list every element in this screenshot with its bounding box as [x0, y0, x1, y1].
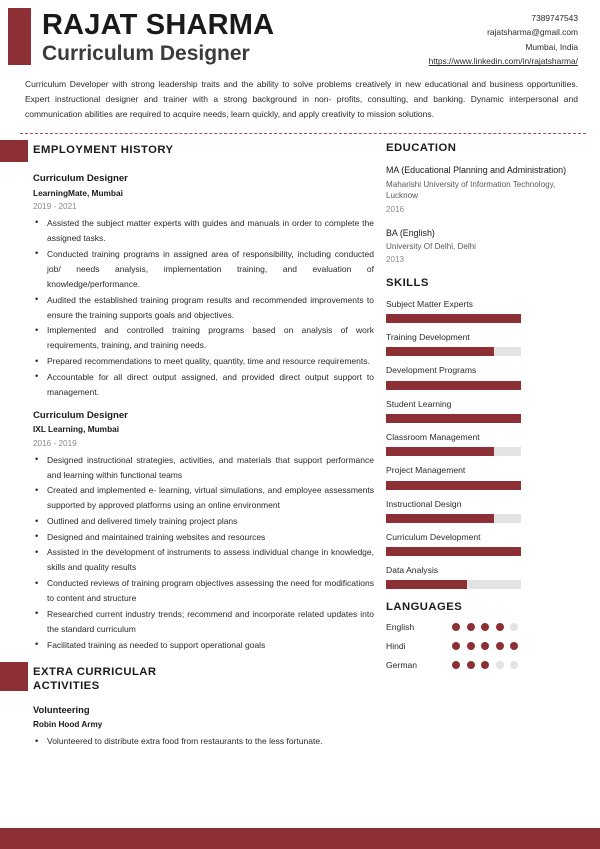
body-columns — [0, 140, 600, 749]
skill-bar-fill — [386, 580, 467, 589]
bullet-item: • Accountable for all direct output assigned, and provided direct output support to management. — [33, 370, 374, 400]
contact-location: Mumbai, India — [525, 41, 578, 52]
employment-entry — [0, 409, 374, 653]
section-heading-skills — [386, 277, 582, 289]
bullet-item: • Assisted in the development of instruments to assess individual change in knowledge, skills and quality results — [33, 545, 374, 575]
bullet-item: • Outlined and delivered timely training project plans — [33, 514, 374, 529]
skill-label: Classroom Management — [386, 431, 480, 442]
education-year: 2016 — [386, 204, 405, 214]
skill-label: Student Learning — [386, 398, 452, 409]
employment-list — [0, 172, 374, 652]
employment-entry — [0, 172, 374, 400]
skill-bar-track — [386, 481, 521, 490]
bullet-item: • Prepared recommendations to meet quality, quantity, time and resource requirements. — [33, 354, 374, 369]
skill-bar-fill — [386, 314, 521, 323]
language-dot-filled — [510, 642, 518, 650]
extra-curricular-bullets — [33, 734, 374, 749]
skill-item — [386, 531, 582, 556]
education-list — [386, 163, 582, 267]
education-degree: BA (English) — [386, 227, 435, 238]
employment-company: LearningMate, Mumbai — [33, 187, 123, 198]
contact-phone: 7389747543 — [531, 13, 578, 23]
education-entry — [386, 163, 582, 216]
skill-bar-track — [386, 414, 521, 423]
language-dot-filled — [467, 642, 475, 650]
languages-list — [386, 622, 582, 670]
language-level-dots — [452, 661, 518, 669]
employment-heading-label: EMPLOYMENT HISTORY — [33, 144, 174, 157]
contact-email: rajatsharma@gmail.com — [487, 27, 578, 38]
skill-bar-track — [386, 514, 521, 523]
skill-bar-track — [386, 314, 521, 323]
language-dot-empty — [510, 623, 518, 631]
skill-bar-track — [386, 547, 521, 556]
skill-label: Development Programs — [386, 365, 477, 376]
bullet-item: • Designed instructional strategies, activities, and materials that support performance and learning within functional teams — [33, 453, 374, 483]
language-dot-filled — [452, 642, 460, 650]
language-name: German — [386, 660, 418, 671]
language-dot-filled — [481, 642, 489, 650]
skills-list — [386, 298, 582, 590]
language-dot-filled — [481, 623, 489, 631]
language-name: English — [386, 622, 415, 633]
education-heading-label: EDUCATION — [386, 142, 457, 155]
skill-item — [386, 431, 582, 456]
skill-item — [386, 298, 582, 323]
skill-label: Subject Matter Experts — [386, 298, 473, 309]
section-heading-extra-curricular — [0, 662, 374, 694]
bullet-item: • Audited the established training program results and recommended improvements to ensure the training supports goals and objectives. — [33, 293, 374, 323]
skill-bar-fill — [386, 347, 494, 356]
bullet-item: • Implemented and controlled training programs based on analysis of work requirements, training, and training needs. — [33, 323, 374, 353]
name-accent-block — [8, 8, 31, 65]
employment-dates: 2016 - 2019 — [33, 438, 77, 448]
bullet-item: • Researched current industry trends; recommend and incorporate related updates into the standard curriculum — [33, 607, 374, 637]
language-name: Hindi — [386, 641, 406, 652]
bullet-item: • Created and implemented e- learning, virtual simulations, and employee assessments supported by approved platforms using an online environment — [33, 483, 374, 513]
left-column — [0, 140, 386, 749]
extra-curricular-heading-label: EXTRA CURRICULAR ACTIVITIES — [33, 665, 157, 693]
languages-heading-label: LANGUAGES — [386, 601, 463, 614]
employment-company: IXL Learning, Mumbai — [33, 424, 120, 435]
bullet-item: • Facilitated training as needed to support operational goals — [33, 638, 374, 653]
language-row — [386, 660, 582, 670]
language-dot-filled — [496, 642, 504, 650]
resume-header — [0, 0, 600, 70]
employment-role: Curriculum Designer — [33, 173, 128, 185]
section-heading-education — [386, 142, 582, 154]
skill-bar-fill — [386, 414, 521, 423]
bullet-item: • Designed and maintained training websites and resources — [33, 530, 374, 545]
language-dot-filled — [467, 623, 475, 631]
skill-item — [386, 564, 582, 589]
bullet-item: • Conducted reviews of training program objectives assessing the need for modifications to content and structure — [33, 576, 374, 606]
skill-bar-track — [386, 447, 521, 456]
page-title: RAJAT SHARMA — [42, 9, 275, 41]
skill-label: Project Management — [386, 465, 466, 476]
employment-bullets — [33, 453, 374, 653]
skill-item — [386, 398, 582, 423]
skill-bar-track — [386, 580, 521, 589]
education-entry — [386, 226, 582, 268]
bullet-item: • Volunteered to distribute extra food from restaurants to the less fortunate. — [33, 734, 374, 749]
skills-heading-label: SKILLS — [386, 276, 429, 289]
name-block — [42, 10, 274, 66]
language-row — [386, 622, 582, 632]
language-level-dots — [452, 642, 518, 650]
bullet-item: • Conducted training programs in assigned area of responsibility, including conducted job/ needs analysis, implementation training, and evaluation of knowledge/performance. — [33, 247, 374, 292]
extra-curricular-entry — [0, 703, 374, 749]
language-dot-filled — [467, 661, 475, 669]
skill-item — [386, 498, 582, 523]
language-dot-filled — [452, 623, 460, 631]
education-school: Maharishi University of Information Technology, Lucknow — [386, 179, 556, 201]
language-dot-filled — [481, 661, 489, 669]
language-row — [386, 641, 582, 651]
skill-bar-track — [386, 347, 521, 356]
language-dot-filled — [452, 661, 460, 669]
section-heading-employment — [0, 140, 374, 162]
job-title: Curriculum Designer — [42, 42, 250, 66]
skill-bar-track — [386, 381, 521, 390]
language-dot-empty — [510, 661, 518, 669]
bullet-item: • Assisted the subject matter experts with guides and manuals in order to complete the assigned tasks. — [33, 216, 374, 246]
dashed-divider — [20, 133, 586, 134]
employment-bullets — [33, 216, 374, 400]
contact-block — [429, 11, 578, 69]
skill-bar-fill — [386, 447, 494, 456]
skill-label: Instructional Design — [386, 498, 462, 509]
right-column — [386, 140, 600, 679]
education-school: University Of Delhi, Delhi — [386, 242, 476, 251]
skill-bar-fill — [386, 381, 521, 390]
language-dot-filled — [496, 623, 504, 631]
extra-curricular-organization: Robin Hood Army — [33, 719, 103, 729]
employment-role: Curriculum Designer — [33, 409, 128, 421]
skill-bar-fill — [386, 481, 521, 490]
skill-label: Training Development — [386, 331, 470, 342]
section-heading-languages — [386, 601, 582, 613]
extra-curricular-title: Volunteering — [33, 704, 90, 716]
language-level-dots — [452, 623, 518, 631]
education-year: 2013 — [386, 255, 405, 265]
skill-bar-fill — [386, 547, 521, 556]
skill-label: Data Analysis — [386, 565, 439, 576]
professional-summary: Curriculum Developer with strong leadership traits and the ability to solve problems creatively in new educational and business opportunities. Expert instructional designer and trainer with a strong background in non- profits, consulting, and banking. Dynamic interpersonal and communication abilities are required to acquire needs, learn quickly, and apply creativity to mission solutions. — [25, 79, 578, 120]
contact-linkedin-link[interactable]: https://www.linkedin.com/in/rajatsharma/ — [428, 56, 578, 67]
education-degree: MA (Educational Planning and Administration) — [386, 165, 567, 176]
language-dot-empty — [496, 661, 504, 669]
skill-bar-fill — [386, 514, 494, 523]
skill-label: Curriculum Development — [386, 531, 481, 542]
skill-item — [386, 364, 582, 389]
skill-item — [386, 464, 582, 489]
footer-accent-bar — [0, 828, 600, 849]
employment-dates: 2019 - 2021 — [33, 202, 77, 212]
skill-item — [386, 331, 582, 356]
